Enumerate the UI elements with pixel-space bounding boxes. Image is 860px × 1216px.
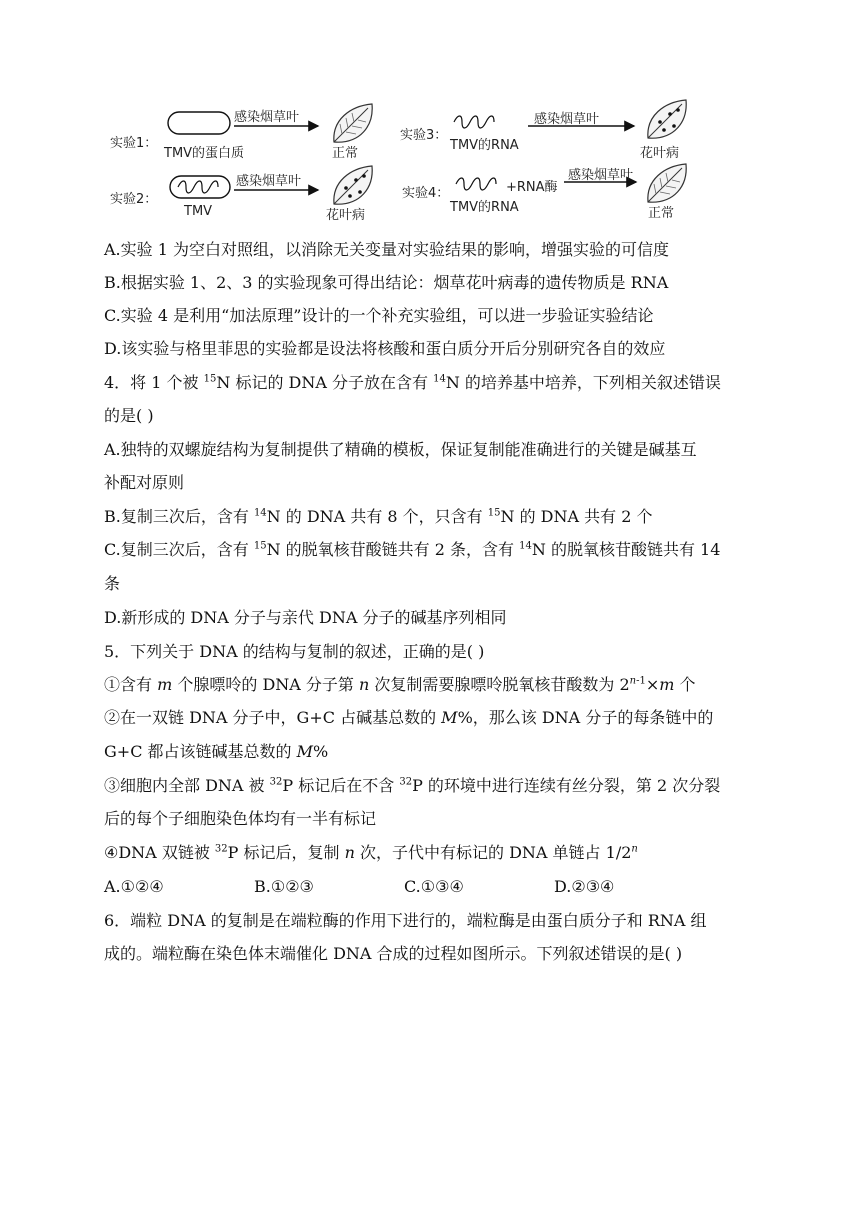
- q4-option-b: B.复制三次后，含有 $^{14}$N 的 DNA 共有 8 个，只含有 $^{15}$N 的 DNA 共有 2 个: [104, 507, 653, 526]
- tmv-protein-shape: [168, 112, 230, 134]
- exp3-object: TMV的RNA: [450, 138, 519, 153]
- exp1-object: TMV的蛋白质: [164, 146, 245, 161]
- exp3-leaf-icon: [648, 100, 686, 138]
- exp1-arrow-label: 感染烟草叶: [234, 110, 300, 125]
- q3-option-a: A.实验 1 为空白对照组，以消除无关变量对实验结果的影响，增强实验的可信度: [104, 240, 669, 259]
- q5-option-d[interactable]: D.②③④: [554, 877, 615, 896]
- q3-option-c: C.实验 4 是利用“加法原理”设计的一个补充实验组，可以进一步验证实验结论: [104, 306, 654, 325]
- q5-option-a[interactable]: A.①②④: [104, 877, 164, 896]
- exp4-arrow-label: 感染烟草叶: [568, 168, 634, 183]
- q6-stem: 6．端粒 DNA 的复制是在端粒酶的作用下进行的，端粒酶是由蛋白质分子和 RNA 组: [104, 911, 707, 930]
- exp3-label: 实验3：: [400, 128, 448, 143]
- q4-option-d: D.新形成的 DNA 分子与亲代 DNA 分子的碱基序列相同: [104, 608, 507, 627]
- q5-options: [104, 877, 704, 897]
- q5-statement-2-line2: G+C 都占该链碱基总数的 M%: [104, 742, 329, 761]
- exp4-object: TMV的RNA: [450, 200, 519, 215]
- q3-option-d: D.该实验与格里菲思的实验都是设法将核酸和蛋白质分开后分别研究各自的效应: [104, 339, 666, 358]
- q6-stem-line2: 成的。端粒酶在染色体末端催化 DNA 合成的过程如图所示。下列叙述错误的是( ): [104, 944, 683, 963]
- exp3-result: 花叶病: [640, 146, 680, 161]
- exp1-result: 正常: [332, 146, 359, 161]
- q5-statement-3-line2: 后的每个子细胞染色体均有一半有标记: [104, 809, 377, 828]
- q5-statement-4: ④DNA 双链被 $^{32}$P 标记后，复制 n 次，子代中有标记的 DNA 单链占 1/2$^n$: [104, 843, 638, 862]
- exp1-leaf-icon: [334, 104, 372, 142]
- q5-statement-3: ③细胞内全部 DNA 被 $^{32}$P 标记后在不含 $^{32}$P 的环境中进行连续有丝分裂，第 2 次分裂: [104, 776, 721, 795]
- exp4-label: 实验4：: [402, 186, 450, 201]
- q4-option-c: C.复制三次后，含有 $^{15}$N 的脱氧核苷酸链共有 2 条，含有 $^{14}$N 的脱氧核苷酸链共有 14: [104, 540, 721, 559]
- experiment-figure: [104, 96, 704, 224]
- exp1-label: 实验1：: [110, 136, 158, 151]
- exp2-result: 花叶病: [326, 208, 366, 223]
- q4-option-a: A.独特的双螺旋结构为复制提供了精确的模板，保证复制能准确进行的关键是碱基互: [104, 440, 697, 459]
- exp2-label: 实验2：: [110, 192, 158, 207]
- q4-stem: 4．将 1 个被 $^{15}$N 标记的 DNA 分子放在含有 $^{14}$N 的培养基中培养，下列相关叙述错误: [104, 373, 721, 392]
- q5-stem: 5．下列关于 DNA 的结构与复制的叙述，正确的是( ): [104, 642, 485, 661]
- exp2-arrow-label: 感染烟草叶: [236, 174, 302, 189]
- q5-statement-2: ②在一双链 DNA 分子中，G+C 占碱基总数的 M%，那么该 DNA 分子的每条链中的: [104, 708, 714, 727]
- exp4-rna-coil: [456, 178, 496, 190]
- exp4-leaf-icon: [648, 164, 686, 202]
- q5-option-c[interactable]: C.①③④: [404, 877, 464, 896]
- q4-stem-line2: 的是( ): [104, 406, 154, 425]
- tmv-rna-coil: [178, 181, 218, 193]
- tmv-shape: [170, 176, 230, 198]
- q4-option-a-line2: 补配对原则: [104, 473, 185, 492]
- exp3-rna-coil: [454, 116, 494, 128]
- exp2-object: TMV: [184, 204, 213, 219]
- exp2-leaf-icon: [334, 166, 372, 204]
- q4-option-c-line2: 条: [104, 574, 121, 593]
- exp4-addition: +RNA酶: [506, 180, 558, 195]
- q5-option-b[interactable]: B.①②③: [254, 877, 314, 896]
- exp4-result: 正常: [648, 206, 675, 221]
- q3-option-b: B.根据实验 1、2、3 的实验现象可得出结论：烟草花叶病毒的遗传物质是 RNA: [104, 273, 669, 292]
- exp3-arrow-label: 感染烟草叶: [534, 112, 600, 127]
- q5-statement-1: ①含有 m 个腺嘌呤的 DNA 分子第 n 次复制需要腺嘌呤脱氧核苷酸数为 $2^{n-1}\times m$ 个: [104, 675, 696, 694]
